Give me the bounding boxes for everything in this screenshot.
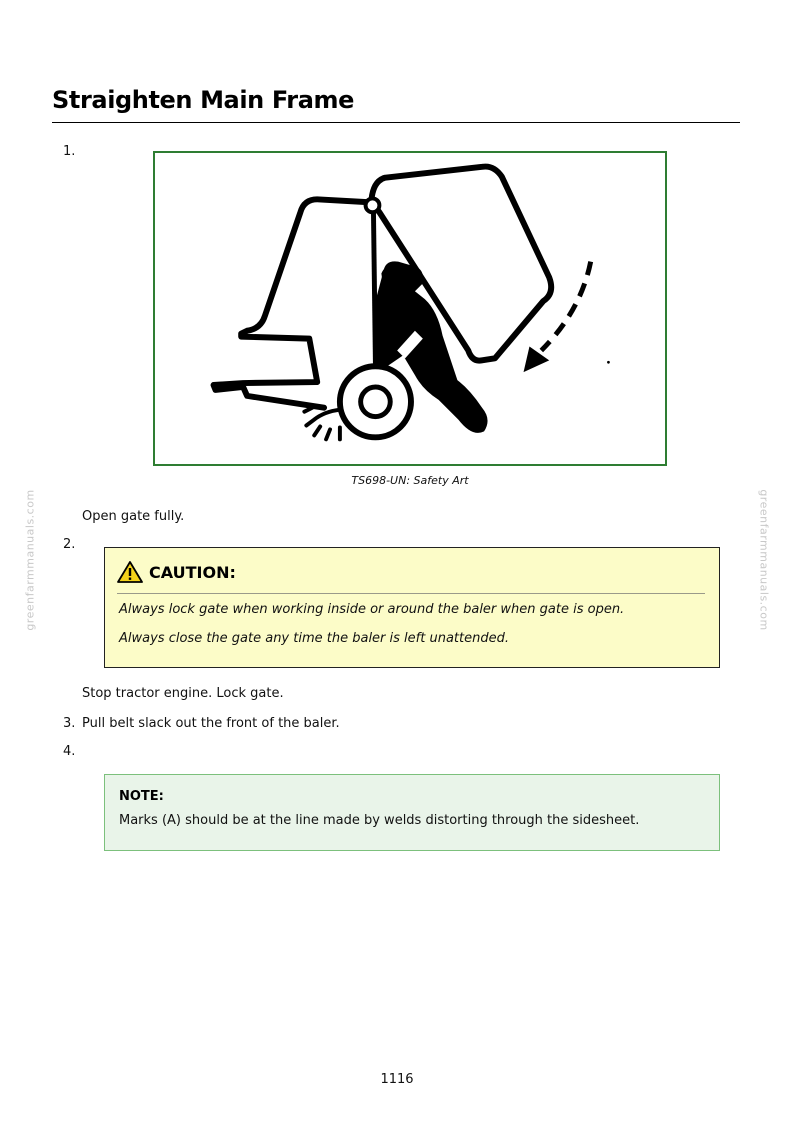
baler-wheel-hub xyxy=(361,387,391,417)
gate-frame-line xyxy=(373,212,375,365)
gate-hinge xyxy=(366,198,380,212)
step-number: 4. xyxy=(63,744,76,759)
step-text: Open gate fully. xyxy=(82,509,185,524)
note-title: NOTE: xyxy=(119,789,164,804)
caution-text-line: Always lock gate when working inside or around the baler when gate is open. xyxy=(119,602,625,617)
baler-gate-illustration xyxy=(155,153,665,464)
step-number: 1. xyxy=(63,144,76,159)
arrow-head xyxy=(524,347,550,373)
title-underline xyxy=(52,122,740,123)
speck xyxy=(607,361,610,364)
step-text: Pull belt slack out the front of the baler. xyxy=(82,716,340,731)
caution-text-line: Always close the gate any time the baler is left unattended. xyxy=(119,631,509,646)
page-number: 1116 xyxy=(380,1072,414,1087)
caution-title: CAUTION: xyxy=(149,562,236,582)
step-number: 2. xyxy=(63,537,76,552)
note-box xyxy=(104,774,720,851)
caution-box xyxy=(104,547,720,668)
caution-header xyxy=(117,560,236,584)
watermark-right: greenfarmmanuals.com xyxy=(757,489,771,631)
watermark-left: greenfarmmanuals.com xyxy=(23,489,37,631)
step-text: Stop tractor engine. Lock gate. xyxy=(82,686,284,701)
figure-caption: TS698-UN: Safety Art xyxy=(351,474,469,487)
caution-divider xyxy=(117,593,705,594)
note-text: Marks (A) should be at the line made by welds distorting through the sidesheet. xyxy=(119,813,640,828)
warning-triangle-icon xyxy=(117,560,143,584)
step-number: 3. xyxy=(63,716,76,731)
page-title: Straighten Main Frame xyxy=(52,86,354,114)
pickup-teeth xyxy=(304,408,340,440)
safety-art-figure xyxy=(153,151,667,466)
